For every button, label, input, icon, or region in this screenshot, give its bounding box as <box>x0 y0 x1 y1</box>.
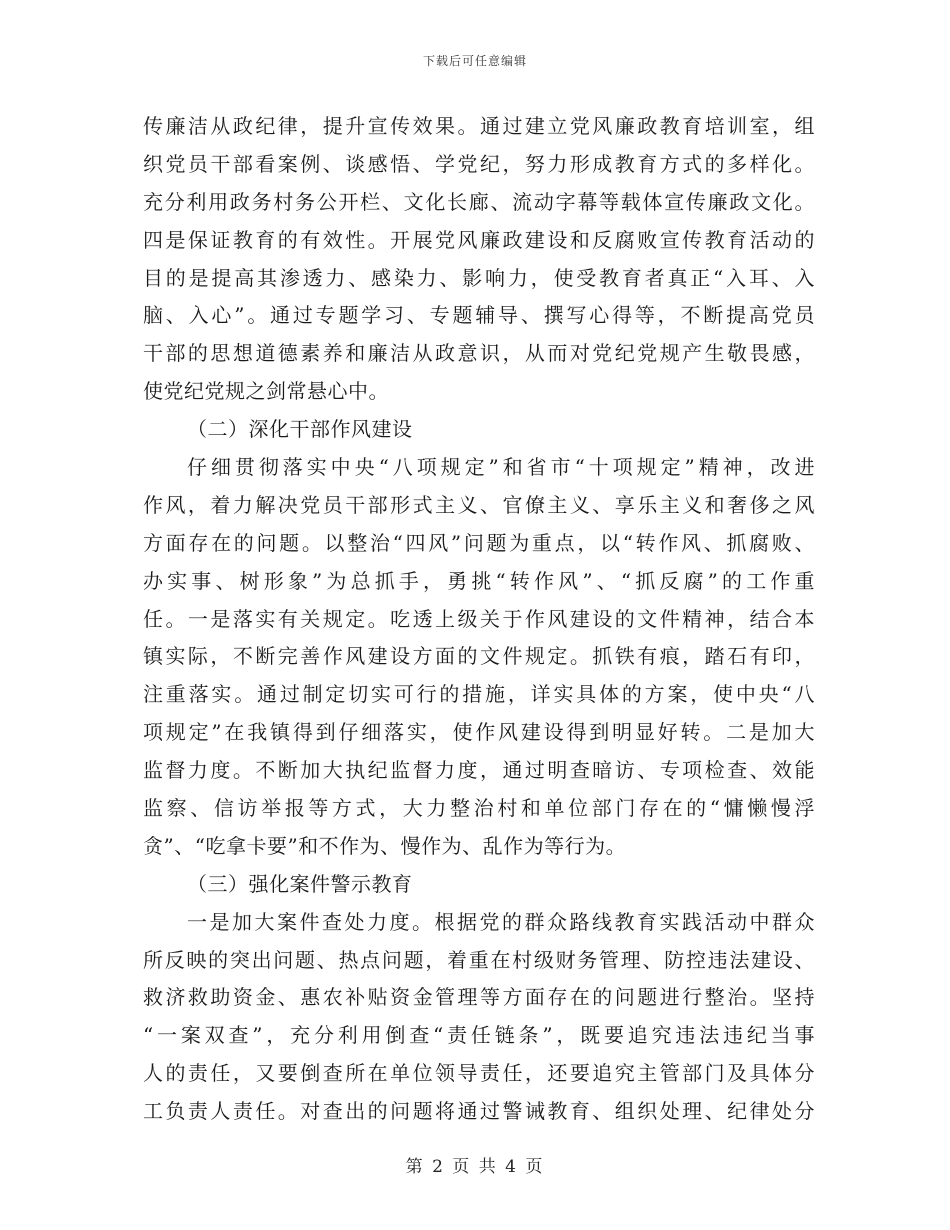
text-line: 作风，着力解决党员干部形式主义、官僚主义、享乐主义和奢侈之风 <box>143 492 815 517</box>
text-line: 干部的思想道德素养和廉洁从政意识，从而对党纪党规产生敬畏感， <box>143 341 815 366</box>
text-line: 工负责人责任。对查出的问题将通过警诫教育、组织处理、纪律处分 <box>143 1099 815 1124</box>
text-line: “一案双查”，充分利用倒查“责任链条”，既要追究违法违纪当事 <box>143 1023 815 1048</box>
text-line: 充分利用政务村务公开栏、文化长廊、流动字幕等载体宣传廉政文化。 <box>143 189 815 214</box>
section-heading: （三）强化案件警示教育 <box>187 871 413 896</box>
text-line: 方面存在的问题。以整治“四风”问题为重点，以“转作风、抓腐败、 <box>143 530 815 555</box>
text-line: 救济救助资金、惠农补贴资金管理等方面存在的问题进行整治。坚持 <box>143 985 815 1010</box>
text-line: 监察、信访举报等方式，大力整治村和单位部门存在的“慵懒慢浮 <box>143 796 815 821</box>
section-heading: （二）深化干部作风建设 <box>187 417 413 442</box>
text-line: 目的是提高其渗透力、感染力、影响力，使受教育者真正“入耳、入 <box>143 265 815 290</box>
document-body <box>143 108 815 1131</box>
page-number: 第 2 页 共 4 页 <box>405 1157 545 1177</box>
text-line: 一是加大案件查处力度。根据党的群众路线教育实践活动中群众 <box>187 909 815 934</box>
text-line: 仔细贯彻落实中央“八项规定”和省市“十项规定”精神，改进 <box>187 455 815 480</box>
text-line: 办实事、树形象”为总抓手，勇挑“转作风”、“抓反腐”的工作重 <box>143 568 815 593</box>
page-header-note: 下载后可任意编辑 <box>422 54 527 68</box>
text-line: 人的责任，又要倒查所在单位领导责任，还要追究主管部门及具体分 <box>143 1061 815 1086</box>
text-line: 贪”、“吃拿卡要”和不作为、慢作为、乱作为等行为。 <box>143 833 627 858</box>
text-line: 项规定”在我镇得到仔细落实，使作风建设得到明显好转。二是加大 <box>143 720 815 745</box>
text-line: 注重落实。通过制定切实可行的措施，详实具体的方案，使中央“八 <box>143 682 815 707</box>
text-line: 使党纪党规之剑常悬心中。 <box>143 379 389 404</box>
text-line: 脑、入心”。通过专题学习、专题辅导、撰写心得等，不断提高党员 <box>143 303 815 328</box>
text-line: 织党员干部看案例、谈感悟、学党纪，努力形成教育方式的多样化。 <box>143 151 815 176</box>
text-line: 镇实际，不断完善作风建设方面的文件规定。抓铁有痕，踏石有印， <box>143 644 815 669</box>
text-line: 四是保证教育的有效性。开展党风廉政建设和反腐败宣传教育活动的 <box>143 227 815 252</box>
text-line: 传廉洁从政纪律，提升宣传效果。通过建立党风廉政教育培训室，组 <box>143 114 815 138</box>
text-line: 监督力度。不断加大执纪监督力度，通过明查暗访、专项检查、效能 <box>143 758 815 783</box>
text-line: 任。一是落实有关规定。吃透上级关于作风建设的文件精神，结合本 <box>143 606 815 631</box>
text-line: 所反映的突出问题、热点问题，着重在村级财务管理、防控违法建设、 <box>143 947 815 972</box>
